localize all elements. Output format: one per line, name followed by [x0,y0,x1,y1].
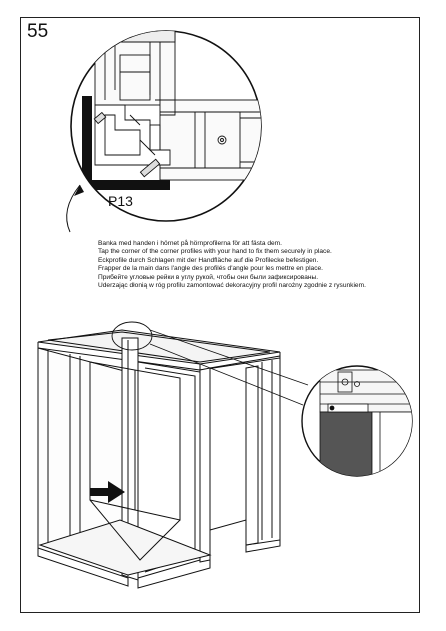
step-number: 55 [27,21,49,42]
instruction-line-fr: Frapper de la main dans l'angle des profilés d'angle pour les mettre en place. [98,265,324,273]
instruction-line-de: Eckprofile durch Schlagen mit der Handfläche auf die Profilecke befestigen. [98,256,319,264]
instruction-line-pl: Uderzając dłonią w róg profilu zamontować dekoracyjny profil narożny zgodnie z rysunkiem. [98,282,366,290]
instruction-line-sv: Banka med handen i hörnet på hörnprofilerna för att fästa dem. [98,240,283,247]
instruction-line-ru: Прибейте угловые рейки в углу рукой, чтобы они были зафиксированы. [98,273,319,281]
part-label: P13 [108,193,133,209]
instructions-block [98,240,418,290]
instruction-line-en: Tap the corner of the corner profiles with your hand to fix them securely in place. [98,248,332,256]
